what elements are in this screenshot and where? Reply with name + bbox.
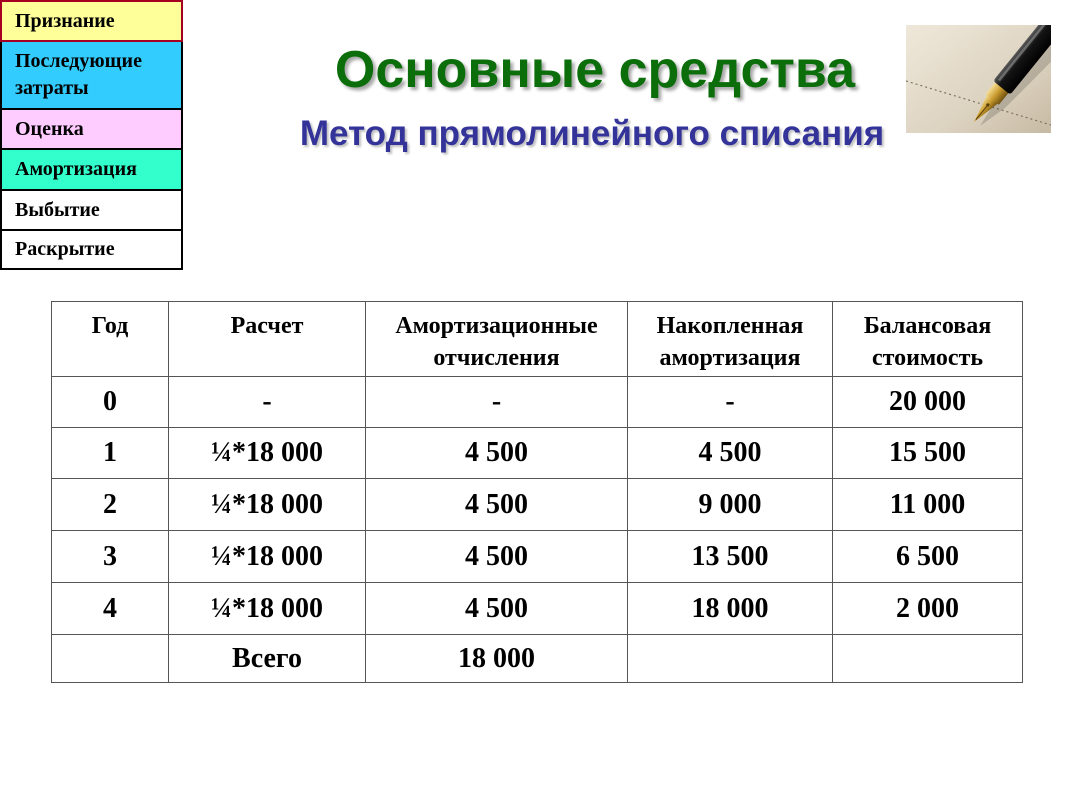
cell-calculation: - bbox=[169, 377, 366, 428]
table-header-row bbox=[52, 302, 1023, 377]
nav-item-label: Последующие затраты bbox=[15, 50, 142, 99]
cell-accumulated-depreciation: 13 500 bbox=[628, 531, 833, 583]
cell-year: 0 bbox=[52, 377, 169, 428]
cell-calculation: ¼*18 000 bbox=[169, 531, 366, 583]
cell-book-value: 20 000 bbox=[833, 377, 1023, 428]
nav-item-recognition[interactable] bbox=[0, 0, 183, 42]
cell-year: 1 bbox=[52, 428, 169, 479]
cell-book-value: 2 000 bbox=[833, 583, 1023, 635]
nav-item-label: Признание bbox=[15, 9, 115, 32]
column-header-year: Год bbox=[52, 302, 169, 377]
nav-item-label: Выбытие bbox=[15, 198, 100, 221]
nav-item-disposal[interactable] bbox=[0, 189, 183, 231]
cell-calculation: Всего bbox=[169, 635, 366, 683]
cell-year: 2 bbox=[52, 479, 169, 531]
section-nav bbox=[0, 0, 183, 270]
nav-item-measurement[interactable] bbox=[0, 108, 183, 150]
nav-item-subsequent-costs[interactable] bbox=[0, 40, 183, 110]
table-row bbox=[52, 531, 1023, 583]
cell-book-value: 6 500 bbox=[833, 531, 1023, 583]
cell-calculation: ¼*18 000 bbox=[169, 428, 366, 479]
cell-year bbox=[52, 635, 169, 683]
cell-year: 3 bbox=[52, 531, 169, 583]
nav-item-label: Оценка bbox=[15, 117, 84, 140]
cell-book-value: 11 000 bbox=[833, 479, 1023, 531]
nav-item-disclosure[interactable] bbox=[0, 229, 183, 270]
cell-depreciation-charge: - bbox=[366, 377, 628, 428]
depreciation-table bbox=[51, 301, 1023, 683]
cell-accumulated-depreciation: - bbox=[628, 377, 833, 428]
cell-depreciation-charge: 4 500 bbox=[366, 479, 628, 531]
slide-subtitle: Метод прямолинейного списания bbox=[299, 114, 885, 153]
cell-depreciation-charge: 4 500 bbox=[366, 583, 628, 635]
cell-accumulated-depreciation: 9 000 bbox=[628, 479, 833, 531]
nav-item-label: Амортизация bbox=[15, 158, 137, 180]
cell-depreciation-charge: 18 000 bbox=[366, 635, 628, 683]
table-row bbox=[52, 428, 1023, 479]
table-row bbox=[52, 479, 1023, 531]
column-header-calculation: Расчет bbox=[169, 302, 366, 377]
table-row bbox=[52, 377, 1023, 428]
column-header-depreciation-charge: Амортизационные отчисления bbox=[366, 302, 628, 377]
column-header-accumulated-depreciation: Накопленная амортизация bbox=[628, 302, 833, 377]
cell-calculation: ¼*18 000 bbox=[169, 479, 366, 531]
column-header-book-value: Балансовая стоимость bbox=[833, 302, 1023, 377]
slide-title: Основные средства bbox=[334, 41, 856, 99]
cell-book-value: 15 500 bbox=[833, 428, 1023, 479]
table-row bbox=[52, 635, 1023, 683]
cell-calculation: ¼*18 000 bbox=[169, 583, 366, 635]
cell-accumulated-depreciation bbox=[628, 635, 833, 683]
cell-book-value bbox=[833, 635, 1023, 683]
cell-accumulated-depreciation: 4 500 bbox=[628, 428, 833, 479]
cell-accumulated-depreciation: 18 000 bbox=[628, 583, 833, 635]
table-row bbox=[52, 583, 1023, 635]
nav-item-label: Раскрытие bbox=[15, 238, 115, 260]
nav-item-depreciation[interactable] bbox=[0, 148, 183, 191]
cell-depreciation-charge: 4 500 bbox=[366, 428, 628, 479]
fountain-pen-photo bbox=[906, 25, 1051, 133]
cell-year: 4 bbox=[52, 583, 169, 635]
cell-depreciation-charge: 4 500 bbox=[366, 531, 628, 583]
